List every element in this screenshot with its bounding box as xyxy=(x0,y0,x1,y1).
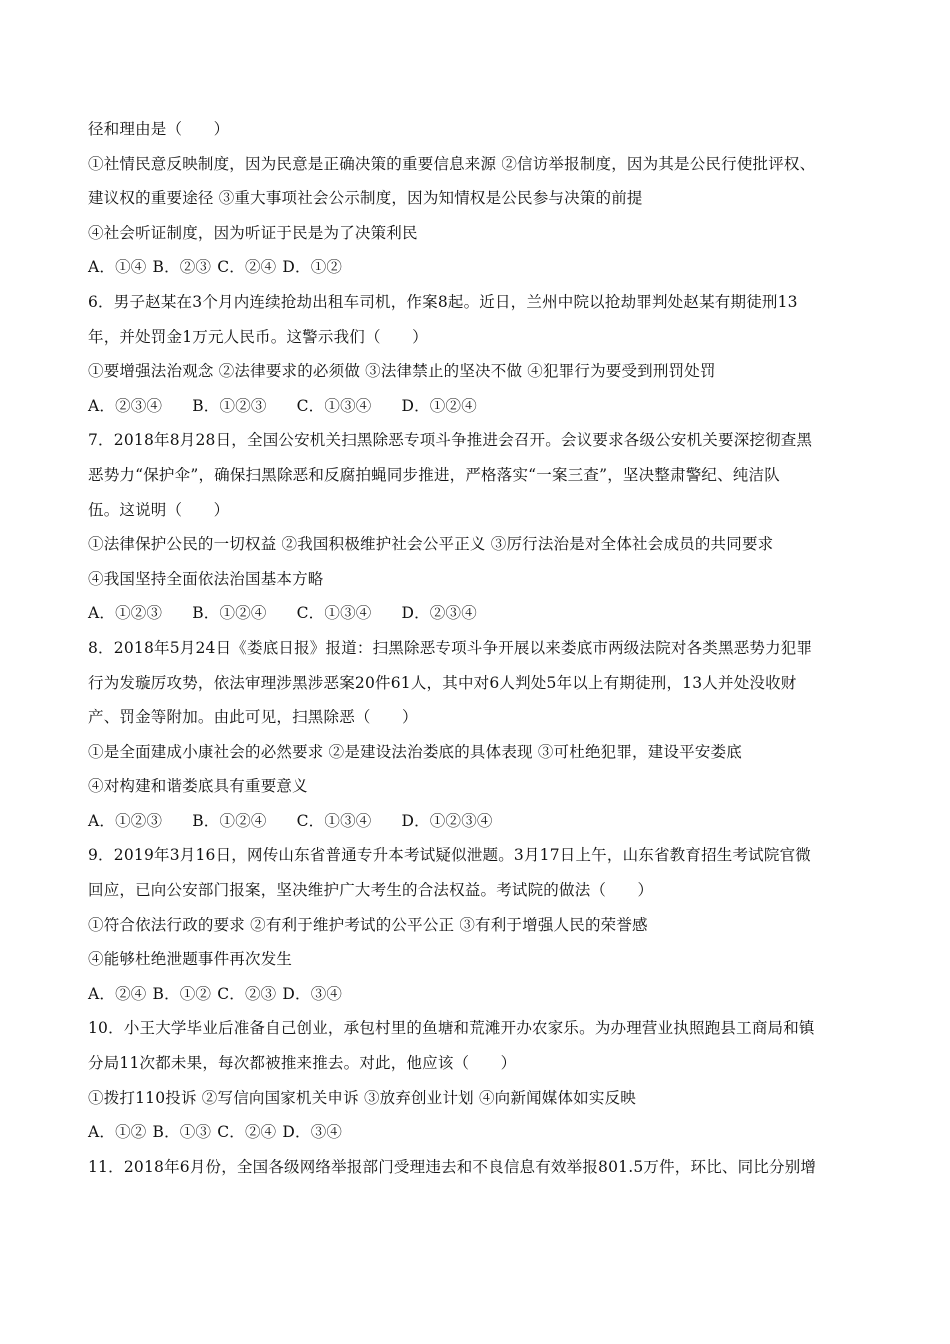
q10-choice-c: C．②④ xyxy=(217,1123,277,1142)
q5-stem-tail: 径和理由是（ ） xyxy=(88,120,230,138)
q10-choice-d: D．③④ xyxy=(282,1123,343,1142)
q6-stem-line-1: 6．男子赵某在3个月内连续抢劫出租车司机，作案8起。近日，兰州中院以抢劫罪判处赵某有期徒刑13 xyxy=(88,292,798,311)
q11-stem-line-1: 11．2018年6月份，全国各级网络举报部门受理违去和不良信息有效举报801.5万件，环比、同比分别增 xyxy=(88,1157,817,1176)
q8-choice-c: C．①③④ xyxy=(296,811,372,830)
q7-choice-b: B．①②④ xyxy=(192,604,267,623)
q7-stem-line-2: 恶势力“保护伞”，确保扫黑除恶和反腐拍蝇同步推进，严格落实“一案三查”，坚决整肃警纪、纯洁队 xyxy=(88,465,780,484)
q7-option-line-1: ①法律保护公民的一切权益 ②我国积极维护社会公平正义 ③厉行法治是对全体社会成员的共同要求 xyxy=(88,535,774,554)
q6-answer-choices xyxy=(88,389,868,424)
q5-choice-b: B．②③ xyxy=(152,258,212,277)
q7-stem-line-3: 伍。这说明（ ） xyxy=(88,500,230,519)
q9-option-line-1: ①符合依法行政的要求 ②有利于维护考试的公平公正 ③有利于增强人民的荣誉感 xyxy=(88,915,648,934)
q5-answer-choices xyxy=(88,250,868,285)
q5-option-line-1: ①社情民意反映制度，因为民意是正确决策的重要信息来源 ②信访举报制度，因为其是公民行使批评权、 xyxy=(88,154,816,173)
q6-choice-a: A．②③④ xyxy=(88,396,163,415)
q8-choice-b: B．①②④ xyxy=(192,811,267,830)
q10-choice-b: B．①③ xyxy=(152,1123,212,1142)
q8-stem-line-1: 8．2018年5月24日《娄底日报》报道：扫黑除恶专项斗争开展以来娄底市两级法院对各类黑恶势力犯罪 xyxy=(88,638,813,657)
q10-stem-line-1: 10．小王大学毕业后准备自己创业，承包村里的鱼塘和荒滩开办农家乐。为办理营业执照跑县工商局和镇 xyxy=(88,1019,815,1038)
q9-choice-b: B．①② xyxy=(152,984,212,1003)
q10-option-line-1: ①拨打110投诉 ②写信向国家机关申诉 ③放弃创业计划 ④向新闻媒体如实反映 xyxy=(88,1088,636,1107)
q8-option-line-1: ①是全面建成小康社会的必然要求 ②是建设法治娄底的具体表现 ③可杜绝犯罪，建设平安娄底 xyxy=(88,742,742,761)
q6-choice-c: C．①③④ xyxy=(296,396,372,415)
q8-choice-a: A．①②③ xyxy=(88,811,163,830)
q6-stem-line-2: 年，并处罚金1万元人民币。这警示我们（ ） xyxy=(88,327,428,346)
q9-option-line-2: ④能够杜绝泄题事件再次发生 xyxy=(88,950,293,969)
q7-choice-a: A．①②③ xyxy=(88,604,163,623)
q7-answer-choices xyxy=(88,596,868,631)
q5-option-line-3: ④社会听证制度，因为听证于民是为了决策利民 xyxy=(88,223,418,242)
q8-option-line-2: ④对构建和谐娄底具有重要意义 xyxy=(88,777,308,796)
q5-choice-d: D．①② xyxy=(282,258,343,277)
q6-option-line-1: ①要增强法治观念 ②法律要求的必须做 ③法律禁止的坚决不做 ④犯罪行为要受到刑罚处罚 xyxy=(88,362,716,381)
q9-answer-choices xyxy=(88,977,868,1012)
q8-stem-line-3: 产、罚金等附加。由此可见，扫黑除恶（ ） xyxy=(88,708,418,727)
q6-choice-b: B．①②③ xyxy=(192,396,267,415)
q7-stem-line-1: 7．2018年8月28日，全国公安机关扫黑除恶专项斗争推进会召开。会议要求各级公安机关要深挖彻查黑 xyxy=(88,431,813,450)
q9-stem-line-2: 回应，已向公安部门报案，坚决维护广大考生的合法权益。考试院的做法（ ） xyxy=(88,881,654,900)
exam-page xyxy=(88,112,868,1184)
q10-choice-a: A．①② xyxy=(88,1123,147,1142)
q7-choice-c: C．①③④ xyxy=(296,604,372,623)
q6-choice-d: D．①②④ xyxy=(401,396,477,415)
q9-choice-d: D．③④ xyxy=(282,984,343,1003)
q9-choice-c: C．②③ xyxy=(217,984,277,1003)
q10-answer-choices xyxy=(88,1115,868,1150)
q5-choice-a: A．①④ xyxy=(88,258,147,277)
q7-choice-d: D．②③④ xyxy=(401,604,477,623)
q7-option-line-2: ④我国坚持全面依法治国基本方略 xyxy=(88,569,324,588)
q9-stem-line-1: 9．2019年3月16日，网传山东省普通专升本考试疑似泄题。3月17日上午，山东省教育招生考试院官微 xyxy=(88,846,811,865)
q8-choice-d: D．①②③④ xyxy=(401,811,493,830)
q10-stem-line-2: 分局11次都未果，每次都被推来推去。对此，他应该（ ） xyxy=(88,1054,517,1073)
q8-stem-line-2: 行为发璇厉攻势，依法审理涉黑涉恶案20件61人，其中对6人判处5年以上有期徒刑，13人并处没收财 xyxy=(88,673,797,692)
q5-option-line-2: 建议权的重要途径 ③重大事项社会公示制度，因为知情权是公民参与决策的前提 xyxy=(88,189,643,208)
q8-answer-choices xyxy=(88,804,868,839)
q5-choice-c: C．②④ xyxy=(217,258,277,277)
q9-choice-a: A．②④ xyxy=(88,984,147,1003)
